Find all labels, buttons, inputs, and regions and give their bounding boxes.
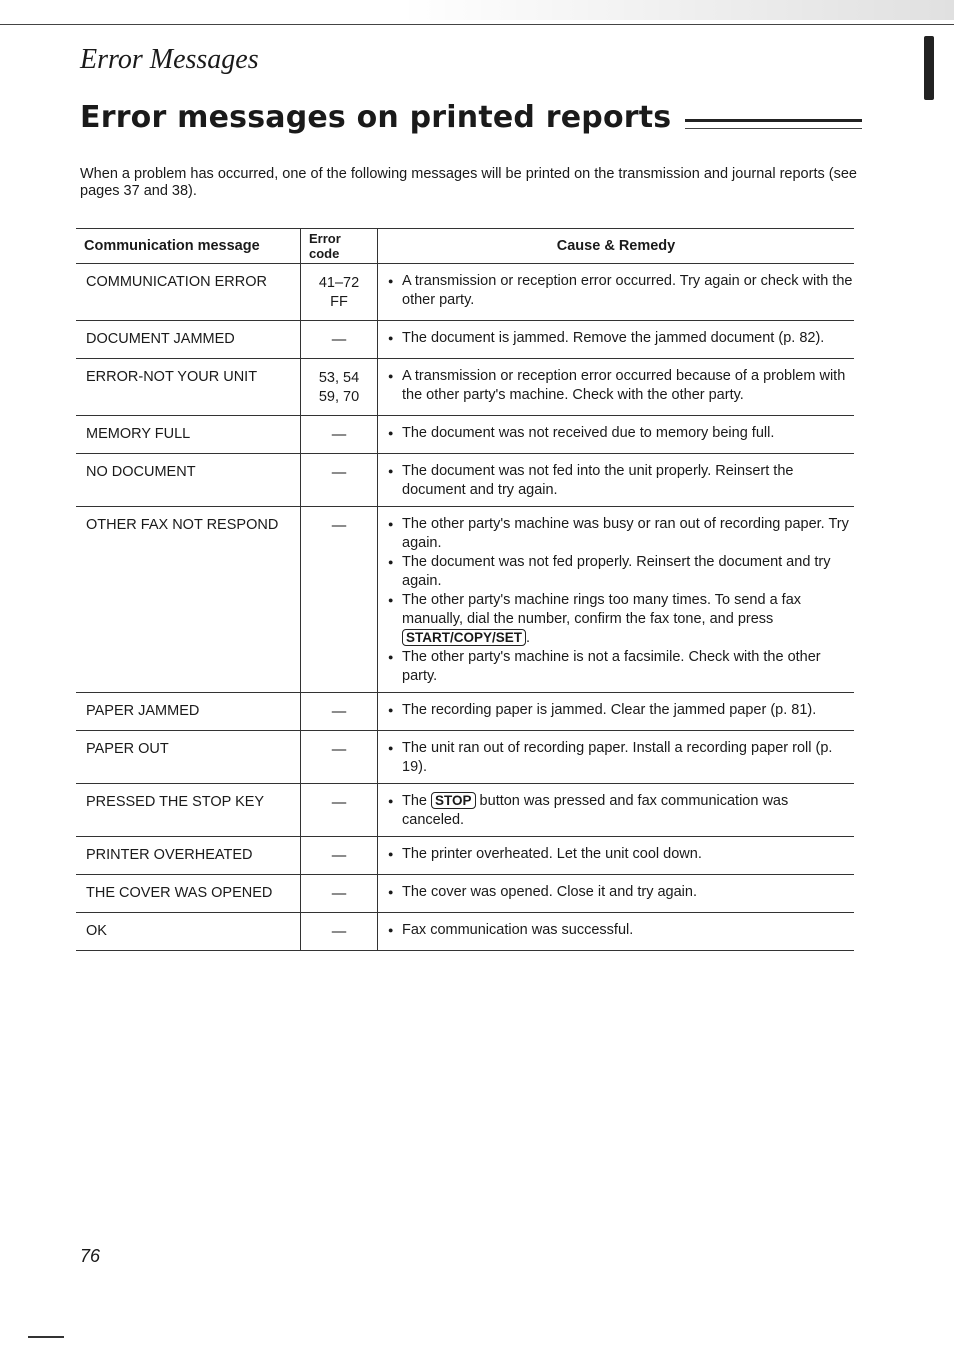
communication-message: MEMORY FULL	[76, 416, 301, 454]
communication-message: PAPER OUT	[76, 731, 301, 784]
key-label: START/COPY/SET	[402, 629, 526, 646]
cause-list	[388, 424, 854, 443]
error-code-value: FF	[330, 294, 348, 310]
intro-paragraph: When a problem has occurred, one of the following messages will be printed on the transmission and journal reports (see pages 37 and 38).	[80, 166, 857, 199]
communication-message: OTHER FAX NOT RESPOND	[76, 507, 301, 693]
error-code-value: —	[331, 427, 347, 443]
cause-remedy	[378, 264, 855, 321]
table-row	[76, 416, 854, 454]
page-heading: Error messages on printed reports	[80, 100, 672, 135]
error-code	[301, 837, 378, 875]
error-code	[301, 784, 378, 837]
cause-list	[388, 739, 854, 777]
page-heading-row	[80, 100, 862, 135]
error-code	[301, 693, 378, 731]
cause-item	[388, 591, 854, 648]
cause-remedy	[378, 321, 855, 359]
cause-item	[388, 515, 854, 553]
cause-list	[388, 462, 854, 500]
cause-item	[388, 701, 854, 720]
error-code-value: —	[331, 886, 347, 902]
cause-text: The unit ran out of recording paper. Install a recording paper roll (p. 19).	[402, 740, 833, 775]
cause-text: button was pressed and fax communication was canceled.	[402, 793, 789, 828]
cause-remedy	[378, 416, 855, 454]
error-code-value: —	[331, 848, 347, 864]
cause-remedy	[378, 693, 855, 731]
cause-remedy	[378, 454, 855, 507]
cause-list	[388, 921, 854, 940]
cause-remedy	[378, 875, 855, 913]
cause-item	[388, 329, 854, 348]
table-row	[76, 784, 854, 837]
cause-list	[388, 329, 854, 348]
cause-text: The recording paper is jammed. Clear the jammed paper (p. 81).	[402, 702, 817, 718]
communication-message: COMMUNICATION ERROR	[76, 264, 301, 321]
communication-message: PRINTER OVERHEATED	[76, 837, 301, 875]
cause-text: Fax communication was successful.	[402, 922, 634, 938]
cause-item	[388, 792, 854, 830]
cause-item	[388, 553, 854, 591]
table-body	[76, 264, 854, 951]
communication-message: OK	[76, 913, 301, 951]
error-code	[301, 321, 378, 359]
communication-message: PAPER JAMMED	[76, 693, 301, 731]
cause-item	[388, 424, 854, 443]
edge-tab-mark	[924, 36, 934, 100]
cause-remedy	[378, 784, 855, 837]
top-rule	[0, 24, 954, 25]
cause-list	[388, 883, 854, 902]
cause-list	[388, 515, 854, 686]
table-row	[76, 837, 854, 875]
error-code	[301, 264, 378, 321]
bottom-mark	[28, 1336, 64, 1338]
cause-remedy	[378, 507, 855, 693]
error-code	[301, 875, 378, 913]
error-code	[301, 454, 378, 507]
cause-item	[388, 367, 854, 405]
cause-text: The other party's machine was busy or ran out of recording paper. Try again.	[402, 516, 849, 551]
communication-message: NO DOCUMENT	[76, 454, 301, 507]
cause-remedy	[378, 837, 855, 875]
table-row	[76, 875, 854, 913]
page-number: 76	[80, 1246, 101, 1266]
cause-list	[388, 845, 854, 864]
heading-rule	[685, 119, 862, 129]
error-code-value: —	[331, 332, 347, 348]
error-code-value: —	[331, 518, 347, 534]
section-title: Error Messages	[80, 44, 259, 75]
cause-text: The document was not received due to memory being full.	[402, 425, 775, 441]
header-communication-message: Communication message	[76, 229, 301, 264]
error-messages-table	[76, 228, 854, 951]
cause-list	[388, 701, 854, 720]
key-label: STOP	[431, 792, 476, 809]
error-code-value: —	[331, 742, 347, 758]
error-code	[301, 913, 378, 951]
cause-list	[388, 792, 854, 830]
table-header-row	[76, 229, 854, 264]
error-code-value: —	[331, 924, 347, 940]
cause-remedy	[378, 913, 855, 951]
cause-text: The cover was opened. Close it and try again.	[402, 884, 697, 900]
table-row	[76, 731, 854, 784]
header-cause-remedy: Cause & Remedy	[378, 229, 855, 264]
cause-text: The other party's machine rings too many times. To send a fax manually, dial the number, confirm the fax tone, and press	[402, 592, 802, 627]
table-row	[76, 913, 854, 951]
cause-item	[388, 921, 854, 940]
header-error-code: Error code	[301, 229, 378, 264]
error-code	[301, 731, 378, 784]
cause-text: The	[402, 793, 432, 809]
cause-item	[388, 272, 854, 310]
communication-message: DOCUMENT JAMMED	[76, 321, 301, 359]
cause-list	[388, 367, 854, 405]
cause-list	[388, 272, 854, 310]
cause-text: A transmission or reception error occurred. Try again or check with the other party.	[402, 273, 853, 308]
communication-message: ERROR-NOT YOUR UNIT	[76, 359, 301, 416]
error-code	[301, 507, 378, 693]
error-code-value: 53, 54	[318, 370, 360, 386]
communication-message: THE COVER WAS OPENED	[76, 875, 301, 913]
cause-text: The printer overheated. Let the unit cool down.	[402, 846, 702, 862]
scan-shading	[400, 0, 954, 20]
error-code-value: —	[331, 795, 347, 811]
cause-text: .	[526, 630, 531, 646]
error-code	[301, 359, 378, 416]
table-row	[76, 693, 854, 731]
table-row	[76, 264, 854, 321]
cause-item	[388, 462, 854, 500]
cause-text: The document is jammed. Remove the jammed document (p. 82).	[402, 330, 825, 346]
error-code-value: 41–72	[318, 275, 360, 291]
cause-text: The document was not fed properly. Reinsert the document and try again.	[402, 554, 831, 589]
table-row	[76, 321, 854, 359]
cause-remedy	[378, 731, 855, 784]
cause-item	[388, 845, 854, 864]
cause-item	[388, 883, 854, 902]
error-code-value: —	[331, 704, 347, 720]
cause-item	[388, 648, 854, 686]
table-row	[76, 507, 854, 693]
cause-text: The other party's machine is not a facsimile. Check with the other party.	[402, 649, 821, 684]
communication-message: PRESSED THE STOP KEY	[76, 784, 301, 837]
table-row	[76, 359, 854, 416]
cause-text: The document was not fed into the unit properly. Reinsert the document and try again.	[402, 463, 794, 498]
table-row	[76, 454, 854, 507]
cause-text: A transmission or reception error occurred because of a problem with the other party's machine. Check with the other party.	[402, 368, 846, 403]
error-code-value: —	[331, 465, 347, 481]
error-code-value: 59, 70	[318, 389, 360, 405]
error-code	[301, 416, 378, 454]
cause-item	[388, 739, 854, 777]
cause-remedy	[378, 359, 855, 416]
